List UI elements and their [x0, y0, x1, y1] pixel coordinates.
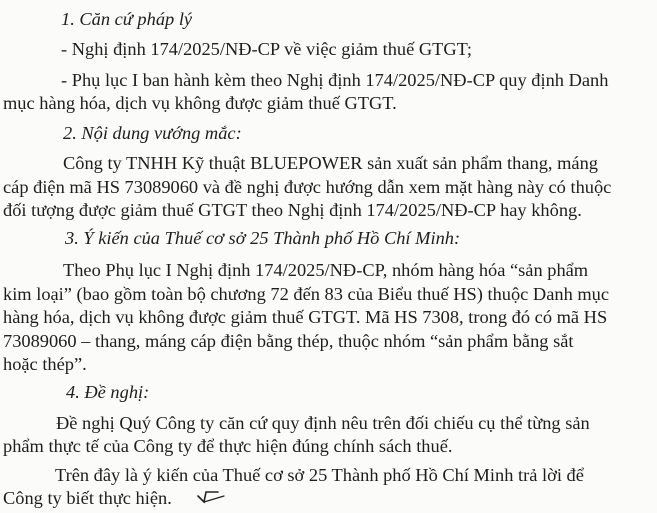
section-1-line: mục hàng hóa, dịch vụ không được giảm thuế GTGT. [3, 93, 397, 113]
handwritten-mark [196, 478, 256, 508]
section-2-line: Công ty TNHH Kỹ thuật BLUEPOWER sản xuất sản phẩm thang, máng [63, 153, 598, 173]
section-2-line: cáp điện mã HS 73089060 và đề nghị được hướng dẫn xem mặt hàng này có thuộc [3, 177, 612, 197]
section-3-line: 73089060 – thang, máng cáp điện bằng thép, thuộc nhóm “sản phẩm bằng sắt [3, 331, 574, 351]
section-3-line: Theo Phụ lục I Nghị định 174/2025/NĐ-CP, nhóm hàng hóa “sản phẩm [63, 260, 589, 280]
section-1-line: - Nghị định 174/2025/NĐ-CP về việc giảm thuế GTGT; [61, 39, 473, 59]
section-3-line: kim loại” (bao gồm toàn bộ chương 72 đến 83 của Biểu thuế HS) thuộc Danh mục [3, 284, 610, 304]
section-3-heading: 3. Ý kiến của Thuế cơ sở 25 Thành phố Hồ Chí Minh: [65, 228, 461, 248]
section-4-line: Trên đây là ý kiến của Thuế cơ sở 25 Thành phố Hồ Chí Minh trả lời để [55, 465, 584, 485]
section-1-heading: 1. Căn cứ pháp lý [61, 9, 193, 29]
section-2-line: đối tượng được giảm thuế GTGT theo Nghị định 174/2025/NĐ-CP hay không. [3, 200, 582, 220]
section-1-line: - Phụ lục I ban hành kèm theo Nghị định 174/2025/NĐ-CP quy định Danh [61, 70, 609, 90]
section-3-line: hoặc thép”. [3, 354, 87, 374]
section-4-line: Đề nghị Quý Công ty căn cứ quy định nêu trên đối chiếu cụ thể từng sản [56, 413, 590, 433]
section-2-heading: 2. Nội dung vướng mắc: [63, 123, 242, 143]
section-4-heading: 4. Đề nghị: [66, 382, 150, 402]
section-3-line: hàng hóa, dịch vụ không được giảm thuế GTGT. Mã HS 7308, trong đó có mã HS [3, 307, 608, 327]
section-4-line: phẩm thực tế của Công ty để thực hiện đúng chính sách thuế. [3, 436, 453, 456]
section-4-line: Công ty biết thực hiện. [3, 488, 172, 508]
